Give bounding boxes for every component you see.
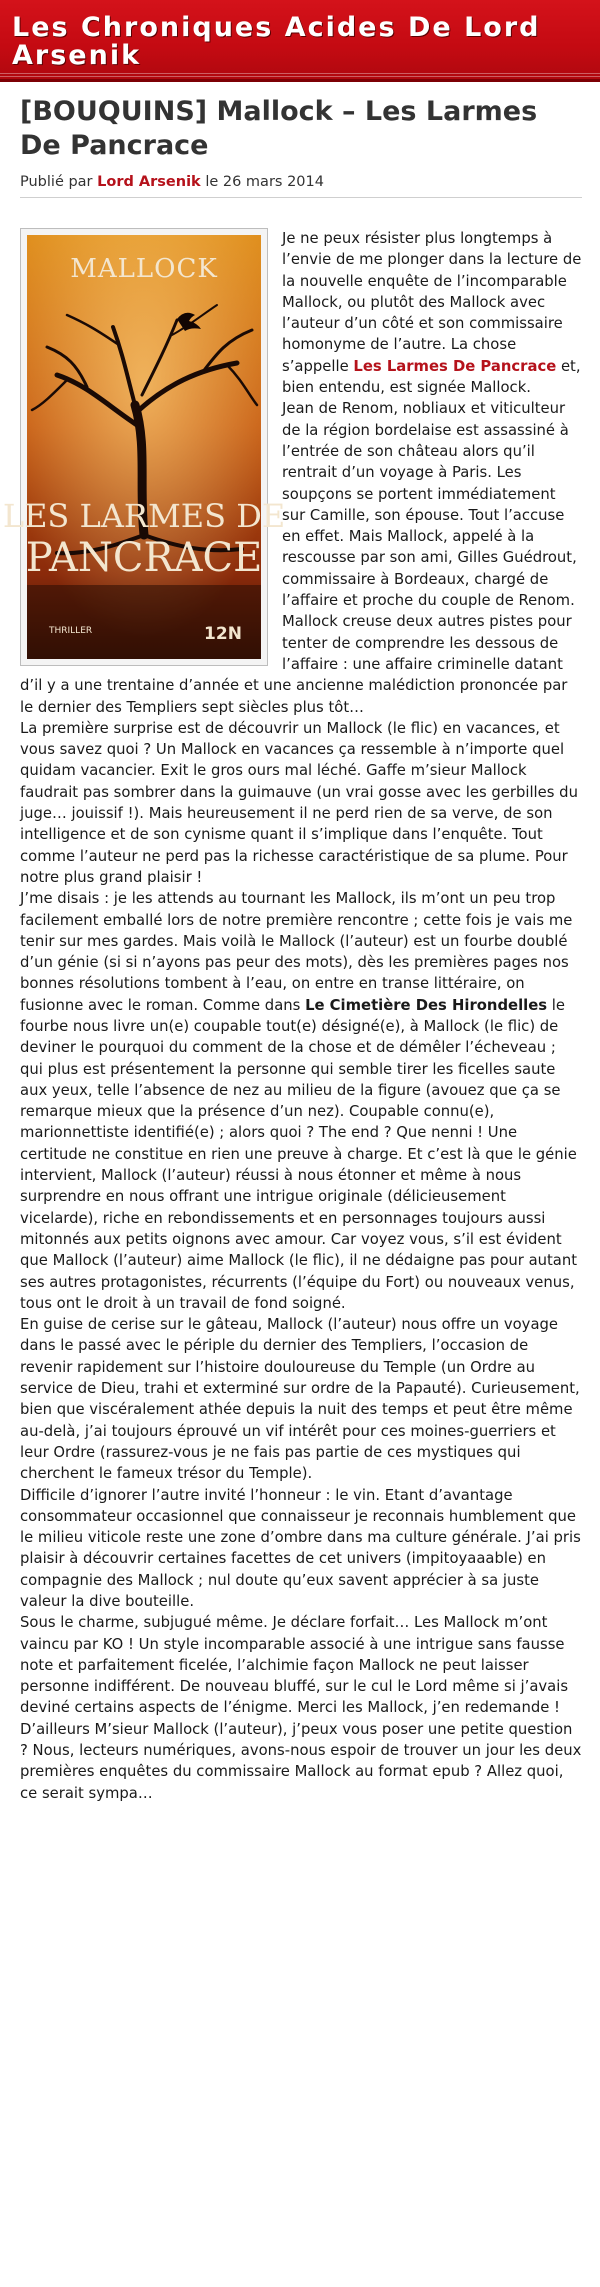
body-paragraph-7: Sous le charme, subjugué même. Je déclare forfait… Les Mallock m’ont vaincu par KO ! Un style incomparable associé à une intrigue sans fausse note et parfaitement ficelée, l’alchimie façon Mallock ne peut laisser personne indifférent. De nouveau bluffé, sur le cul le Lord même si j’avais deviné certains aspects de l’énigme. Merci les Mallock, j’en redemande ! bbox=[20, 1614, 569, 1717]
post-title: [BOUQUINS] Mallock – Les Larmes De Pancrace bbox=[20, 96, 538, 161]
cover-publisher-logo: 12N bbox=[204, 624, 242, 644]
book-title-link[interactable]: Les Larmes De Pancrace bbox=[353, 357, 557, 375]
cover-collection: THRILLER bbox=[49, 626, 93, 636]
book-cover-image bbox=[2, 228, 286, 666]
post-meta-prefix: Publié par bbox=[20, 174, 93, 190]
body-paragraph-2: Jean de Renom, nobliaux et viticulteur de la région bordelaise est assassiné à l’entrée de son château alors qu’il rentrait d’un voyage à Paris. Les soupçons se portent immédiatement sur Camille, son épouse. Tout l’accuse en effet. Mais Mallock, appelé à la rescousse par son ami, Gilles Guédrout, commissaire à Bordeaux, chargé de l’affaire et proche du couple de Renom. Mallock creuse deux autres pistes pour tenter de comprendre les dessous de l’affaire : une affaire criminelle datant d’il y a une trentaine d’année et une ancienne malédiction prononcée par le dernier des Templiers sept siècles plus tôt… bbox=[20, 400, 577, 716]
blog-post bbox=[2, 95, 582, 1804]
body-paragraph-3: La première surprise est de découvrir un Mallock (le flic) en vacances, et vous savez quoi ? Un Mallock en vacances ça ressemble à n’importe quel quidam vacancier. Exit le gros ours mal léché. Gaffe m’sieur Mallock faudrait pas sombrer dans la guimauve (un vrai gosse avec les gerbilles du juge… jouissif !). Mais heureusement il ne perd rien de sa verve, de son intelligence et de son cynisme quant il s’implique dans l’enquête. Tout comme l’auteur ne perd pas la richesse caractéristique de sa plume. Pour notre plus grand plaisir ! bbox=[20, 719, 578, 886]
body-paragraph-4: J’me disais : je les attends au tournant les Mallock, ils m’ont un peu trop facilement emballé lors de notre première rencontre ; cette fois je vais me tenir sur mes gardes. Mais voilà le Mallock (l’auteur) est un fourbe doublé d’un génie (si si n’ayons pas peur des mots), dès les premières pages nos bonnes résolutions tombent à l’eau, on entre en transe littéraire, on fusionne avec le roman. Comme dans Le Cimetière Des Hirondelles le fourbe nous livre un(e) coupable tout(e) désigné(e), à Mallock (le flic) de deviner le pourquoi du comment de la chose et de démêler l’écheveau ; qui plus est présentement la personne qui semble tirer les ficelles saute aux yeux, telle l’absence de nez au milieu de la figure (avouez que ça se remarque mieux que la présence d’un nez). Coupable connu(e), marionnettiste identifié(e) ; alors quoi ? The end ? Que nenni ! Une certitude ne constitue en rien une preuve à charge. Et c’est là que le génie intervient, Mallock (l’auteur) réussi à nous étonner et même à nous surprendre en nous offrant une intrigue originale (délicieusement vicelarde), riche en rebondissements et en personnages toujours aussi mitonnés aux petits oignons avec amour. Car voyez vous, s’il est évident que Mallock (l’auteur) aime Mallock (le flic), il ne dédaigne pas pour autant ses autres protagonistes, récurrents (l’équipe du Fort) ou nouveaux venus, tous ont le droit à un travail de fond soigné. bbox=[20, 890, 578, 1312]
post-content bbox=[2, 228, 582, 1804]
previous-book-title: Le Cimetière Des Hirondelles bbox=[305, 996, 548, 1014]
site-title-link[interactable]: Les Chroniques Acides De Lord Arsenik bbox=[12, 12, 541, 71]
cover-author: MALLOCK bbox=[70, 254, 218, 284]
book-cover-illustration bbox=[2, 235, 286, 659]
cover-title-line2: PANCRACE bbox=[25, 535, 263, 581]
cover-title-line1: LES LARMES DE bbox=[2, 497, 286, 535]
post-author-link[interactable]: Lord Arsenik bbox=[97, 174, 201, 190]
post-date: le 26 mars 2014 bbox=[205, 174, 324, 190]
body-paragraph-6: Difficile d’ignorer l’autre invité l’honneur : le vin. Etant d’avantage consommateur occasionnel que connaisseur je reconnais humblement que le milieu viticole reste une zone d’ombre dans ma culture générale. J’ai pris plaisir à découvrir certaines facettes de cet univers (impitoyaaable) en compagnie des Mallock ; nul doute qu’eux savent apprécier à sa juste valeur la dive bouteille. bbox=[20, 1486, 581, 1610]
site-header bbox=[0, 0, 600, 82]
body-paragraph-8: D’ailleurs M’sieur Mallock (l’auteur), j’peux vous poser une petite question ? Nous, lecteurs numériques, avons-nous espoir de trouver un jour les deux premières enquêtes du commissaire Mallock au format epub ? Allez quoi, ce serait sympa… bbox=[20, 1720, 582, 1802]
body-paragraph-5: En guise de cerise sur le gâteau, Mallock (l’auteur) nous offre un voyage dans le passé avec le périple du dernier des Templiers, l’occasion de revenir rapidement sur l’histoire douloureuse du Temple (un Ordre au service de Dieu, trahi et exterminé sur ordre de la Papauté). Curieusement, bien que viscéralement athée depuis la nuit des temps et peut être même au-delà, j’ai toujours éprouvé un vif intérêt pour ces moines-guerriers et leur Ordre (rassurez-vous je ne fais pas partie de ces mystiques qui cherchent le fameux trésor du Temple). bbox=[20, 1316, 580, 1483]
header-stripe-decoration bbox=[0, 73, 600, 79]
body-paragraph-1: Je ne peux résister plus longtemps à l’envie de me plonger dans la lecture de la nouvelle enquête de l’incomparable Mallock, ou plutôt des Mallock avec l’auteur d’un côté et son commissaire homonyme de l’autre. La chose s’appelle Les Larmes De Pancrace et, bien entendu, est signée Mallock. bbox=[282, 230, 582, 397]
post-meta bbox=[20, 173, 582, 198]
